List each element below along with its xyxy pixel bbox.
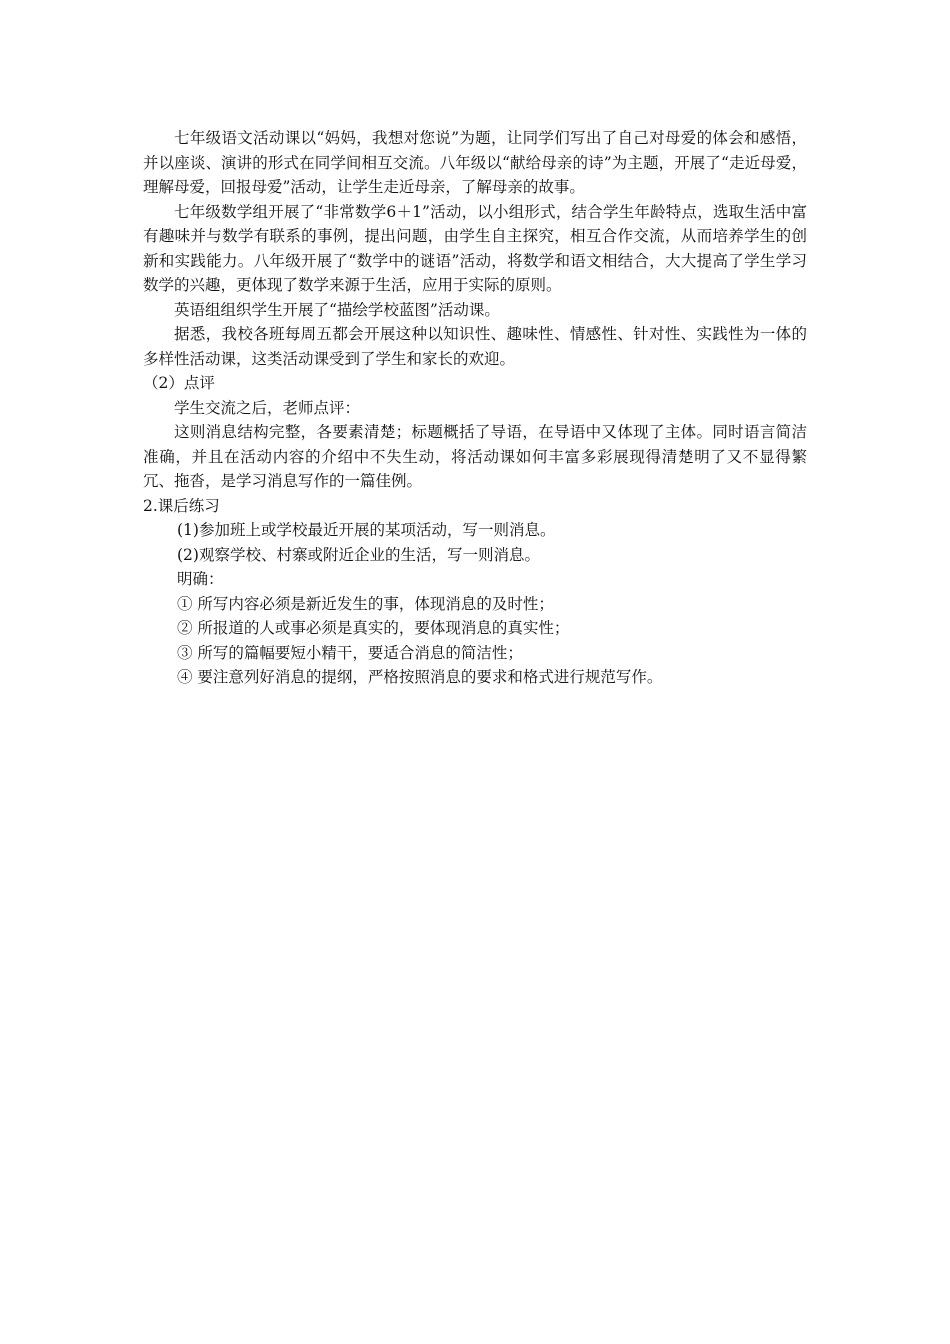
document-page (143, 126, 807, 690)
review-heading: （2）点评 (143, 374, 215, 392)
exercise-heading: 2.课后练习 (143, 496, 220, 515)
clarify-point: ④ 要注意列好消息的提纲，严格按照消息的要求和格式进行规范写作。 (177, 668, 663, 686)
exercise-item: (2)观察学校、村寨或附近企业的生活，写一则消息。 (177, 545, 540, 564)
clarify-point: ① 所写内容必须是新近发生的事，体现消息的及时性； (177, 594, 554, 613)
paragraph-english-activity: 英语组组织学生开展了“描绘学校蓝图”活动课。 (174, 300, 500, 319)
clarify-point: ② 所报道的人或事必须是真实的，要体现消息的真实性； (177, 619, 570, 637)
paragraph-summary: 据悉，我校各班每周五都会开展这种以知识性、趣味性、情感性、针对性、实践性为一体的多样性活动课，这类活动课受到了学生和家长的欢迎。 (143, 325, 807, 368)
clarify-label: 明确： (177, 570, 224, 588)
exercise-item: (1)参加班上或学校最近开展的某项活动，写一则消息。 (177, 521, 556, 539)
review-intro: 学生交流之后，老师点评： (174, 398, 361, 417)
review-comment: 这则消息结构完整，各要素清楚；标题概括了导语，在导语中又体现了主体。同时语言简洁准确，并且在活动内容的介绍中不失生动，将活动课如何丰富多彩展现得清楚明了又不显得繁冗、拖沓，是学习消息写作的一篇佳例。 (143, 423, 807, 490)
clarify-point: ③ 所写的篇幅要短小精干，要适合消息的简洁性； (177, 643, 523, 662)
paragraph-math-activity: 七年级数学组开展了“非常数学6＋1”活动，以小组形式，结合学生年龄特点，选取生活中富有趣味并与数学有联系的事例，提出问题，由学生自主探究，相互合作交流，从而培养学生的创新和实践能力。八年级开展了“数学中的谜语”活动，将数学和语文相结合，大大提高了学生学习数学的兴趣，更体现了数学来源于生活，应用于实际的原则。 (143, 202, 807, 294)
paragraph-chinese-activity: 七年级语文活动课以“妈妈，我想对您说”为题，让同学们写出了自己对母爱的体会和感悟，并以座谈、演讲的形式在同学间相互交流。八年级以“献给母亲的诗”为主题，开展了“走近母爱，理解母爱，回报母爱”活动，让学生走近母亲，了解母亲的故事。 (143, 129, 807, 196)
